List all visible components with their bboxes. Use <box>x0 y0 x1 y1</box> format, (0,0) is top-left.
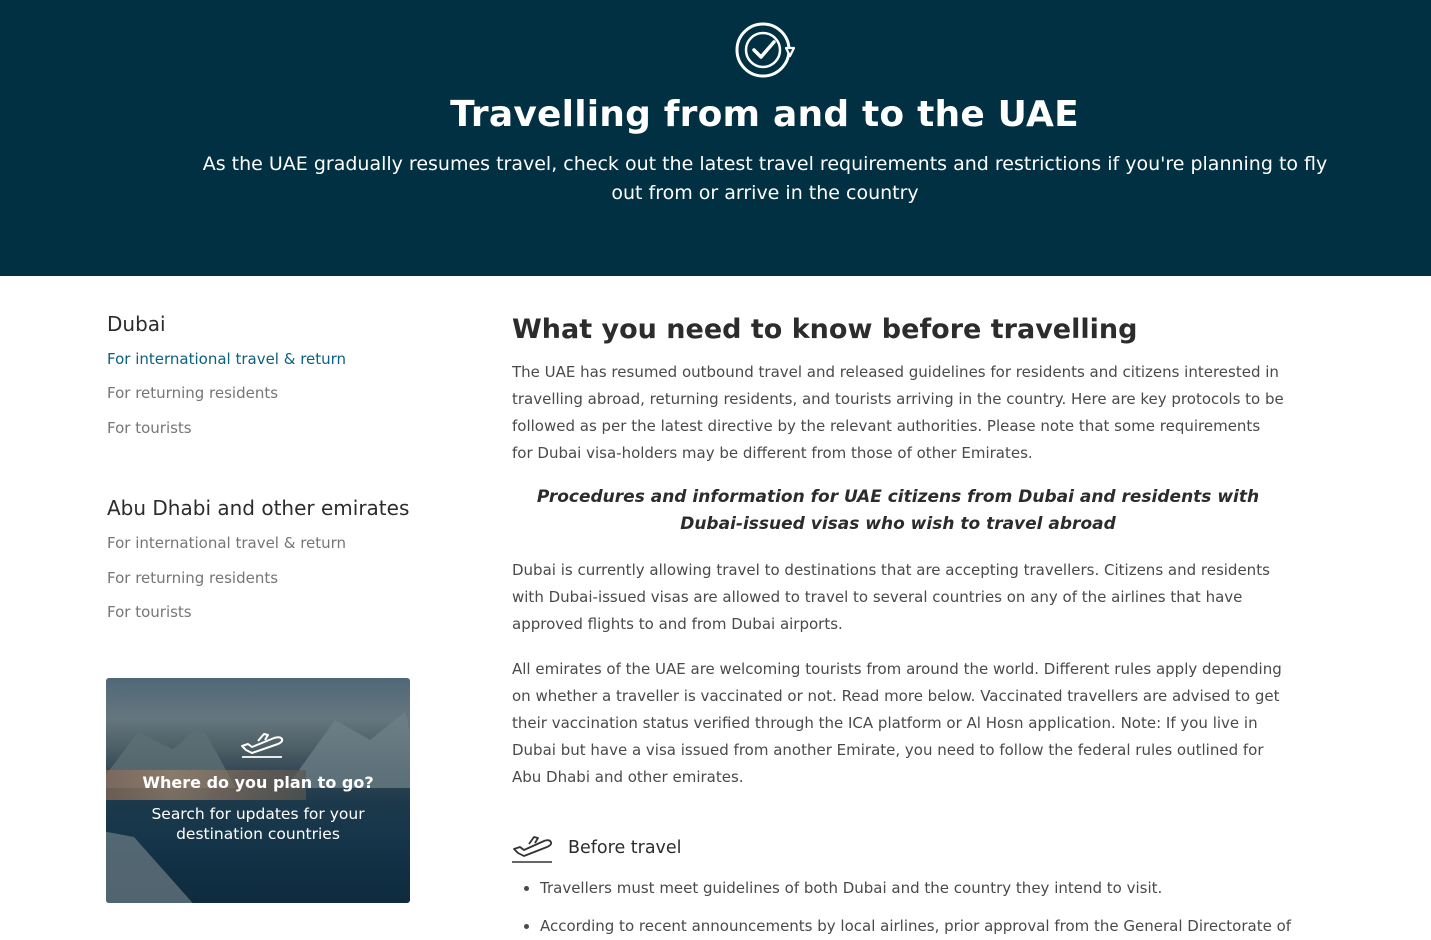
card-description: Search for updates for your destination countries <box>151 805 365 843</box>
list-item: Travellers must meet guidelines of both Dubai and the country they intend to visit. <box>540 876 1292 900</box>
destination-search-card[interactable] <box>106 678 410 903</box>
before-travel-title: Before travel <box>568 838 682 858</box>
check-circle-icon <box>730 20 798 80</box>
plane-takeoff-icon <box>238 728 286 758</box>
sidebar-link-dubai-tourists[interactable]: For tourists <box>107 419 192 437</box>
intro-paragraph: The UAE has resumed outbound travel and released guidelines for residents and citizens interested in travelling abroad, returning residents, and tourists arriving in the country. Here are key protocols to be followed as per the latest directive by the relevant authorities. Please note that some requirements for Dubai visa-holders may be different from those of other Emirates. <box>512 363 1284 462</box>
section-heading: What you need to know before travelling <box>512 314 1138 345</box>
sidebar-heading-abu-dhabi: Abu Dhabi and other emirates <box>107 496 410 520</box>
sidebar-link-abudhabi-tourists[interactable]: For tourists <box>107 603 192 621</box>
before-travel-header <box>512 830 912 866</box>
list-item: According to recent announcements by local airlines, prior approval from the General Directorate of <box>540 914 1292 938</box>
sidebar-link-dubai-returning[interactable]: For returning residents <box>107 384 279 402</box>
sidebar-link-abudhabi-returning[interactable]: For returning residents <box>107 569 279 587</box>
body-paragraph: Dubai is currently allowing travel to destinations that are accepting travellers. Citizens and residents with Dubai-issued visas are allowed to travel to several countries on any of the airlines that have approved flights to and from Dubai airports. <box>512 561 1270 633</box>
plane-takeoff-icon <box>512 832 554 864</box>
sidebar-link-abudhabi-international[interactable]: For international travel & return <box>107 534 347 552</box>
body-paragraph: All emirates of the UAE are welcoming tourists from around the world. Different rules apply depending on whether a traveller is vaccinated or not. Read more below. Vaccinated travellers are advised to get their vaccination status verified through the ICA platform or Al Hosn application. Note: If you live in Dubai but have a visa issued from another Emirate, you need to follow the federal rules outlined for Abu Dhabi and other emirates. <box>512 660 1282 786</box>
callout-heading: Procedures and information for UAE citizens from Dubai and residents with Dubai-issued visas who wish to travel abroad <box>536 487 1260 534</box>
sidebar-heading-dubai: Dubai <box>107 312 166 336</box>
sidebar-link-dubai-international[interactable]: For international travel & return <box>107 350 347 368</box>
page-title: Travelling from and to the UAE <box>450 94 1079 135</box>
page-subtitle: As the UAE gradually resumes travel, check out the latest travel requirements and restrictions if you're planning to fly out from or arrive in the country <box>202 153 1328 204</box>
card-title: Where do you plan to go? <box>142 773 374 792</box>
hero-banner <box>0 0 1431 276</box>
